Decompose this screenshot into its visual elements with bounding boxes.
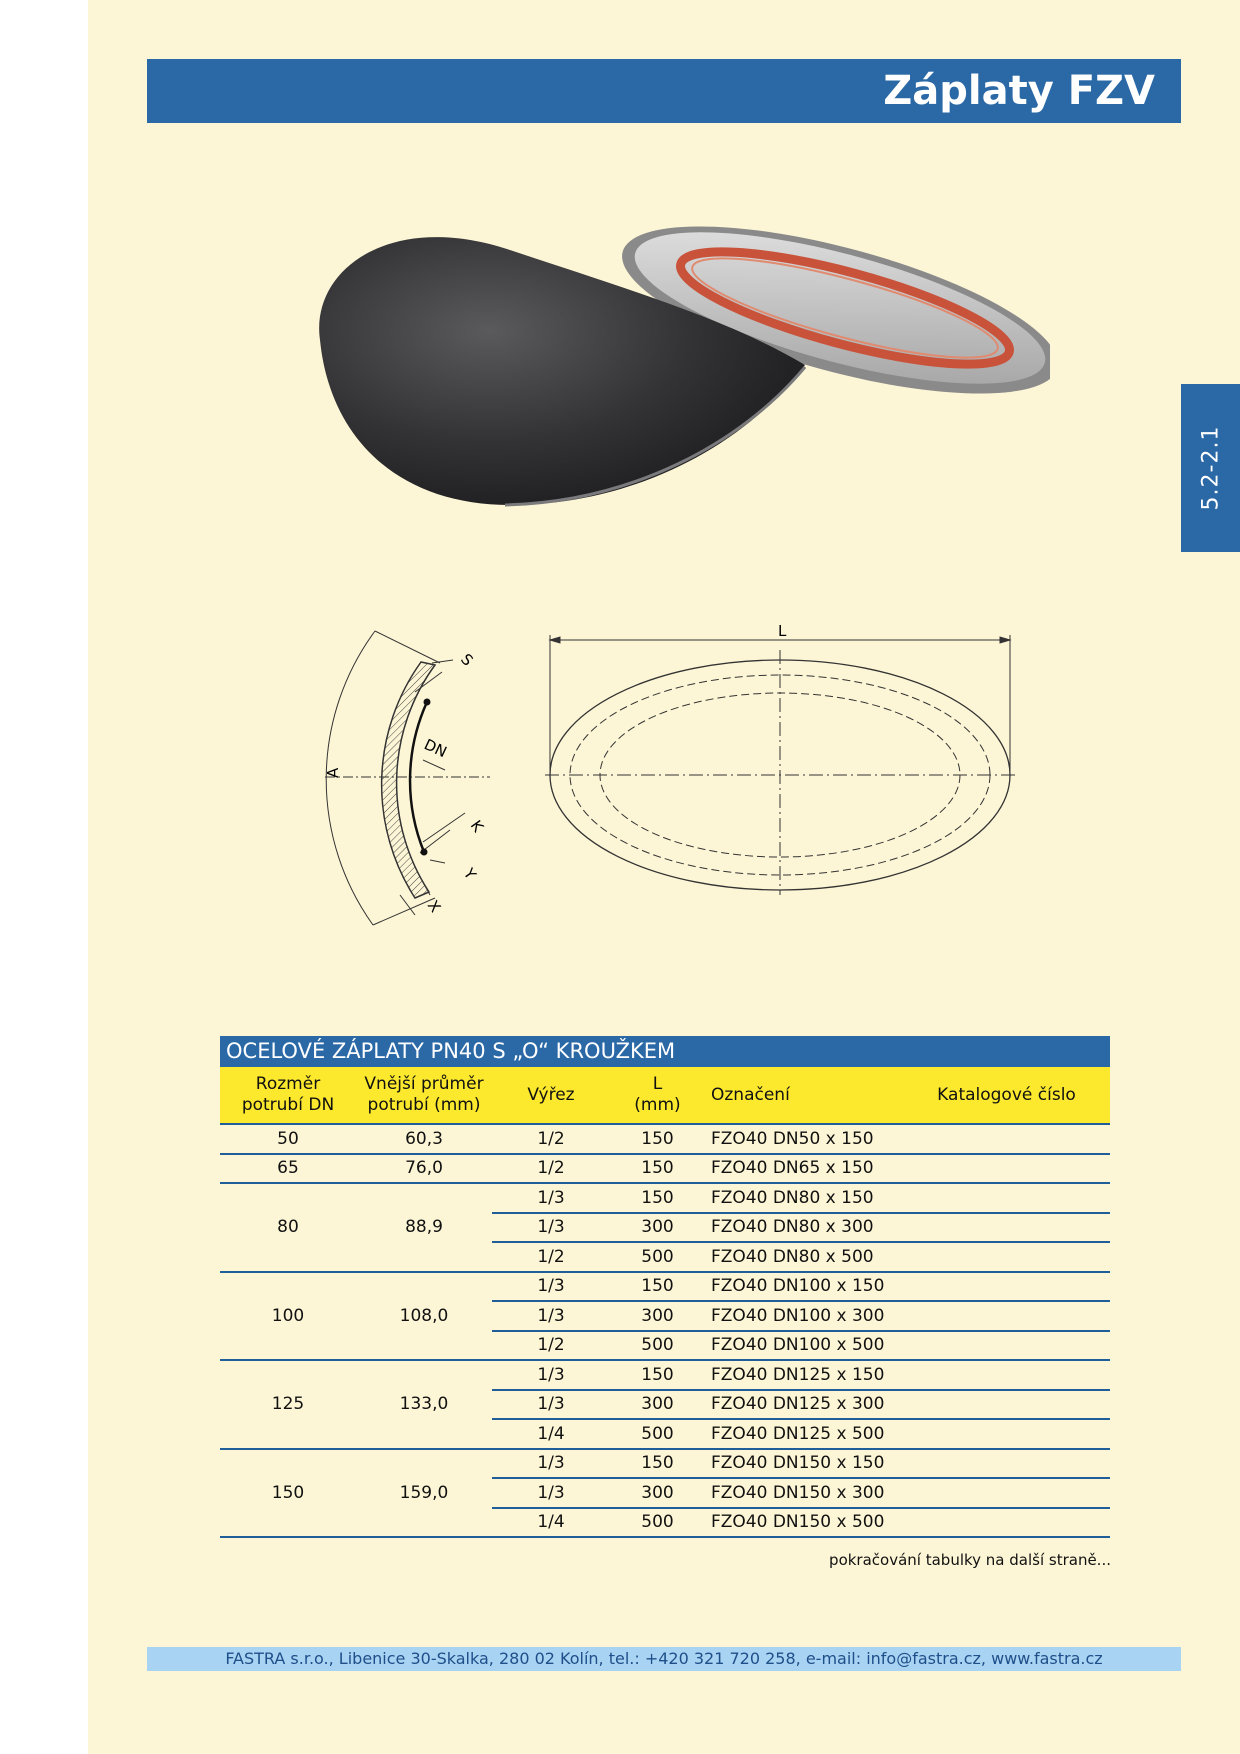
cell-catalog-number [903, 1183, 1110, 1213]
cell-outer-diameter: 133,0 [356, 1360, 492, 1449]
cell-dn: 80 [220, 1183, 356, 1272]
cell-catalog-number [903, 1124, 1110, 1154]
cell-length: 150 [610, 1183, 705, 1213]
cell-outer-diameter: 108,0 [356, 1272, 492, 1361]
cell-designation: FZO40 DN80 x 300 [705, 1213, 903, 1243]
col-header-catalog: Katalogové číslo [903, 1067, 1110, 1124]
cell-cut: 1/3 [492, 1390, 610, 1420]
cell-length: 500 [610, 1242, 705, 1272]
cell-cut: 1/3 [492, 1213, 610, 1243]
cell-cut: 1/2 [492, 1242, 610, 1272]
label-y: Y [459, 864, 480, 883]
label-k: K [466, 816, 488, 836]
label-dn: DN [421, 735, 450, 762]
cell-length: 300 [610, 1301, 705, 1331]
cell-catalog-number [903, 1301, 1110, 1331]
table-row [220, 1449, 1110, 1479]
footer-contact: FASTRA s.r.o., Libenice 30-Skalka, 280 02 Kolín, tel.: +420 321 720 258, e-mail: info@fastra.cz, www.fastra.cz [147, 1647, 1181, 1671]
table-row [220, 1183, 1110, 1213]
page-title: Záplaty FZV [883, 68, 1155, 114]
cell-designation: FZO40 DN100 x 150 [705, 1272, 903, 1302]
label-l: L [778, 625, 787, 640]
cell-length: 300 [610, 1213, 705, 1243]
col-header-designation: Označení [705, 1067, 903, 1124]
cell-length: 500 [610, 1419, 705, 1449]
cell-cut: 1/2 [492, 1124, 610, 1154]
cell-designation: FZO40 DN150 x 500 [705, 1508, 903, 1538]
cell-designation: FZO40 DN100 x 500 [705, 1331, 903, 1361]
cell-catalog-number [903, 1242, 1110, 1272]
cell-outer-diameter: 76,0 [356, 1154, 492, 1184]
cell-designation: FZO40 DN125 x 300 [705, 1390, 903, 1420]
table-row [220, 1272, 1110, 1302]
cell-cut: 1/4 [492, 1419, 610, 1449]
cell-dn: 50 [220, 1124, 356, 1154]
cell-length: 500 [610, 1331, 705, 1361]
cell-dn: 125 [220, 1360, 356, 1449]
cell-catalog-number [903, 1419, 1110, 1449]
cell-catalog-number [903, 1449, 1110, 1479]
cell-outer-diameter: 159,0 [356, 1449, 492, 1538]
cell-cut: 1/4 [492, 1508, 610, 1538]
cell-designation: FZO40 DN125 x 500 [705, 1419, 903, 1449]
cell-designation: FZO40 DN150 x 150 [705, 1449, 903, 1479]
product-table [220, 1067, 1110, 1538]
cell-designation: FZO40 DN150 x 300 [705, 1478, 903, 1508]
cell-outer-diameter: 88,9 [356, 1183, 492, 1272]
cell-catalog-number [903, 1360, 1110, 1390]
table-row [220, 1124, 1110, 1154]
cell-dn: 150 [220, 1449, 356, 1538]
col-header-od: Vnější průměr potrubí (mm) [356, 1067, 492, 1124]
cell-catalog-number [903, 1272, 1110, 1302]
cell-cut: 1/2 [492, 1331, 610, 1361]
section-tab [1181, 384, 1240, 552]
table-row [220, 1360, 1110, 1390]
cell-catalog-number [903, 1390, 1110, 1420]
cell-cut: 1/3 [492, 1183, 610, 1213]
continuation-note: pokračování tabulky na další straně... [829, 1551, 1111, 1569]
cell-designation: FZO40 DN50 x 150 [705, 1124, 903, 1154]
cell-outer-diameter: 60,3 [356, 1124, 492, 1154]
col-header-cut: Výřez [492, 1067, 610, 1124]
label-x: X [423, 896, 445, 916]
cell-dn: 65 [220, 1154, 356, 1184]
label-s: S [457, 650, 477, 670]
cell-length: 500 [610, 1508, 705, 1538]
cell-catalog-number [903, 1478, 1110, 1508]
cell-cut: 1/3 [492, 1272, 610, 1302]
cell-catalog-number [903, 1508, 1110, 1538]
cell-designation: FZO40 DN125 x 150 [705, 1360, 903, 1390]
cell-length: 150 [610, 1124, 705, 1154]
cell-cut: 1/3 [492, 1449, 610, 1479]
title-bar [147, 59, 1181, 123]
label-a: A [324, 767, 342, 778]
section-number: 5.2-2.1 [1198, 425, 1223, 511]
cell-length: 150 [610, 1272, 705, 1302]
cell-length: 300 [610, 1390, 705, 1420]
cell-cut: 1/3 [492, 1478, 610, 1508]
table-row [220, 1154, 1110, 1184]
col-header-l: L (mm) [610, 1067, 705, 1124]
top-view-drawing [545, 625, 1015, 895]
cell-cut: 1/2 [492, 1154, 610, 1184]
col-header-dn: Rozměr potrubí DN [220, 1067, 356, 1124]
cell-catalog-number [903, 1331, 1110, 1361]
cell-designation: FZO40 DN100 x 300 [705, 1301, 903, 1331]
cell-length: 150 [610, 1360, 705, 1390]
cell-catalog-number [903, 1213, 1110, 1243]
product-photo [310, 210, 1050, 520]
cell-length: 150 [610, 1449, 705, 1479]
cross-section-drawing [315, 620, 505, 930]
cell-cut: 1/3 [492, 1301, 610, 1331]
cell-length: 150 [610, 1154, 705, 1184]
cell-designation: FZO40 DN65 x 150 [705, 1154, 903, 1184]
cell-catalog-number [903, 1154, 1110, 1184]
table-title: OCELOVÉ ZÁPLATY PN40 S „O“ KROUŽKEM [220, 1036, 1110, 1067]
table-header-row [220, 1067, 1110, 1124]
cell-cut: 1/3 [492, 1360, 610, 1390]
cell-length: 300 [610, 1478, 705, 1508]
cell-dn: 100 [220, 1272, 356, 1361]
cell-designation: FZO40 DN80 x 500 [705, 1242, 903, 1272]
cell-designation: FZO40 DN80 x 150 [705, 1183, 903, 1213]
